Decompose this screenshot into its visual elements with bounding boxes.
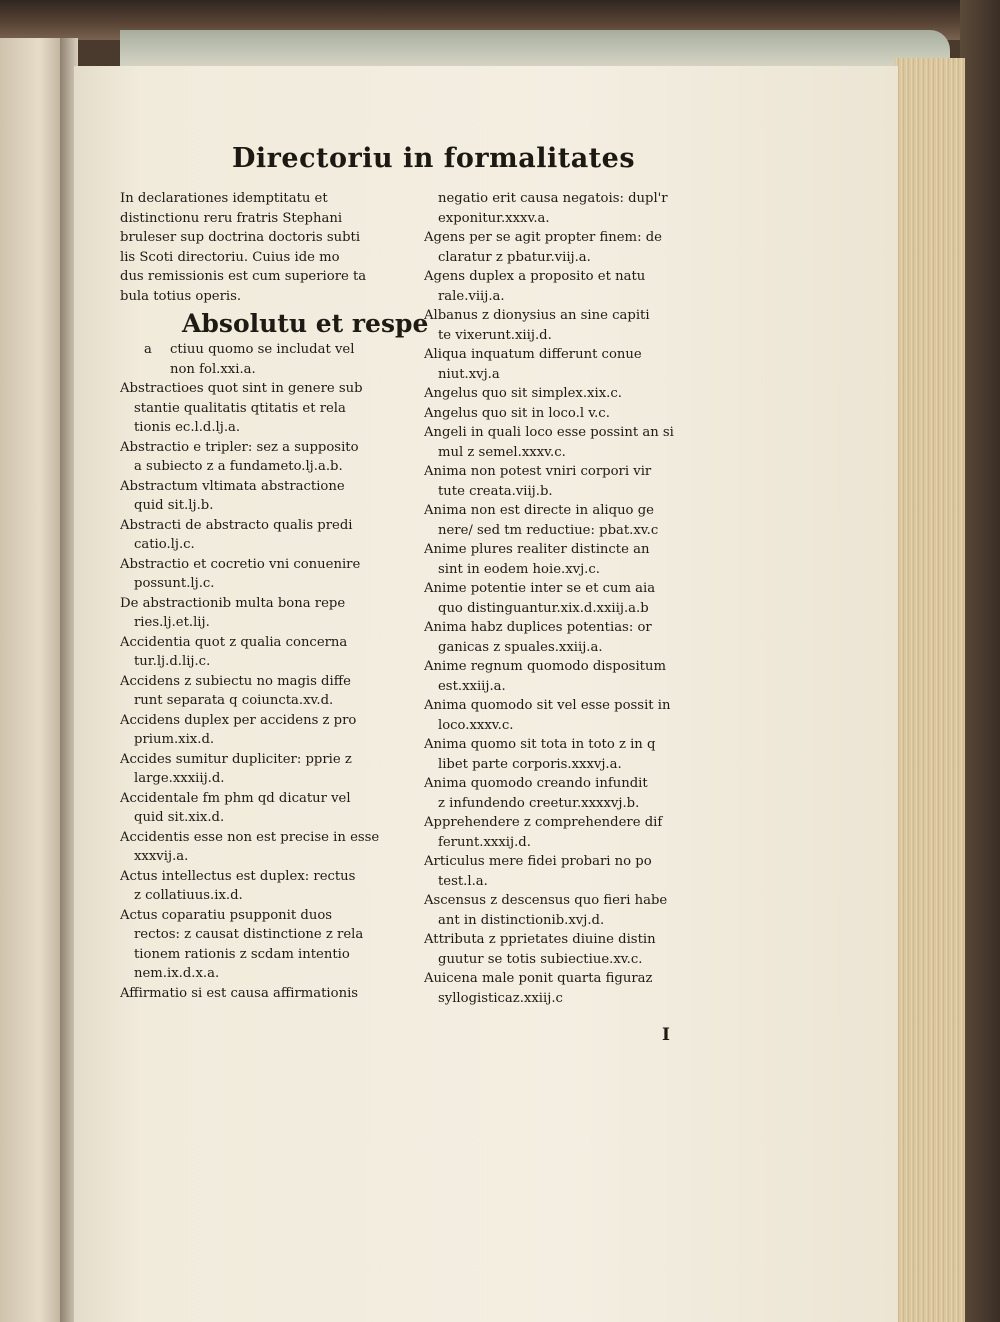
right-column [424, 189, 720, 1008]
index-entry: ant in distinctionib.xvj.d. [438, 912, 605, 928]
index-entry: mul z semel.xxxv.c. [438, 444, 566, 460]
index-entry: Actus intellectus est duplex: rectus [120, 868, 356, 884]
index-entry: possunt.lj.c. [134, 576, 215, 591]
index-entry: Aliqua inquatum differunt conue [424, 347, 642, 362]
index-entry: rale.viij.a. [438, 288, 505, 304]
intro-line: In declarationes idemptitatu et [120, 191, 328, 206]
index-entry: Actus coparatiu psupponit duos [120, 907, 333, 923]
index-entry: Anima quomodo sit vel esse possit in [424, 698, 671, 713]
index-entry: Ascensus z descensus quo fieri habe [424, 893, 668, 908]
index-entry: libet parte corporis.xxxvj.a. [438, 756, 622, 772]
index-entry: Accidens duplex per accidens z pro [120, 712, 357, 728]
index-entry: Anime potentie inter se et cum aia [424, 581, 656, 596]
index-entry: niut.xvj.a [438, 366, 500, 382]
index-entry: Abstractio et cocretio vni conuenire [120, 556, 361, 572]
heading-rest-line: ctiuu quomo se includat vel [170, 342, 355, 357]
index-entry: tionem rationis z scdam intentio [134, 946, 350, 962]
index-entry: a subiecto z a fundameto.lj.a.b. [134, 459, 343, 474]
index-entry: Anima habz duplices potentias: or [424, 620, 652, 635]
index-entry: Anima non est directe in aliquo ge [424, 503, 654, 518]
index-entry: Auicena male ponit quarta figuraz [424, 971, 653, 986]
index-entry: tionis ec.l.d.lj.a. [134, 420, 241, 435]
left-page-edge [0, 38, 66, 1322]
signature-mark: I [662, 1025, 670, 1045]
index-entry: quid sit.xix.d. [134, 810, 225, 825]
index-entry: Accides sumitur dupliciter: pprie z [120, 751, 352, 767]
heading-continuation [120, 340, 412, 360]
index-entry: te vixerunt.xiij.d. [438, 327, 552, 343]
heading-rest-line: non fol.xxi.a. [170, 361, 256, 377]
intro-line: distinctionu reru fratris Stephani [120, 210, 343, 226]
index-entry: nere/ sed tm reductiue: pbat.xv.c [438, 522, 659, 538]
index-entry: Anime regnum quomodo dispositum est.xxiij.a. [424, 659, 666, 694]
index-entry: Albanus z dionysius an sine capiti [424, 308, 650, 323]
index-entry: negatio erit causa negatois: dupl'r [438, 191, 668, 206]
index-entry: z collatiuus.ix.d. [134, 888, 243, 903]
index-entry: rectos: z causat distinctione z rela [134, 927, 364, 942]
index-entry: Abstractum vltimata abstractione [120, 478, 345, 494]
intro-line: bula totius operis. [120, 288, 242, 304]
intro-line: lis Scoti directoriu. Cuius ide mo [120, 249, 340, 265]
index-entry: syllogisticaz.xxiij.c [438, 990, 563, 1006]
index-entry: Agens duplex a proposito et natu [424, 269, 646, 284]
index-entry: Apprehendere z comprehendere dif [424, 815, 663, 830]
index-entry: Accidentale fm phm qd dicatur vel [120, 790, 351, 806]
index-entry: Angelus quo sit simplex.xix.c. [424, 386, 622, 401]
index-entry: runt separata q coiuncta.xv.d. [134, 693, 334, 708]
index-entry: Anima quomodo creando infundit [424, 776, 648, 791]
running-title: Directoriu in formalitates [232, 143, 636, 174]
index-entry: guutur se totis subiectiue.xv.c. [438, 951, 643, 967]
page-fore-edge [895, 58, 965, 1322]
index-entry: ries.lj.et.lij. [134, 615, 210, 630]
index-entry: catio.lj.c. [134, 537, 195, 552]
index-entry: test.l.a. [438, 873, 488, 889]
index-entry: De abstractionib multa bona repe [120, 595, 346, 611]
index-entry: nem.ix.d.x.a. [134, 966, 220, 981]
index-entry: claratur z pbatur.viij.a. [438, 249, 591, 265]
index-entry: Abstractio e tripler: sez a supposito [120, 439, 359, 455]
index-entry: Anima quomo sit tota in toto z in q [424, 737, 656, 752]
index-entry: Anime plures realiter distincte an [424, 542, 650, 557]
index-entry: Angelus quo sit in loco.l v.c. [424, 405, 610, 421]
section-heading: Absolutu et respe [182, 309, 429, 338]
index-entry: ferunt.xxxij.d. [438, 834, 531, 850]
index-entry: exponitur.xxxv.a. [438, 210, 550, 226]
index-entry: stantie qualitatis qtitatis et rela [134, 400, 346, 416]
index-entry: Angeli in quali loco esse possint an si [424, 425, 674, 440]
heading-continuation [120, 360, 412, 380]
index-entry: large.xxxiij.d. [134, 771, 225, 786]
intro-line: dus remissionis est cum superiore ta [120, 269, 367, 284]
book-cover-right [960, 0, 1000, 1322]
index-entry: Abstractioes quot sint in genere sub [120, 381, 363, 396]
index-entry: Accidentia quot z qualia concerna [120, 634, 348, 650]
index-entry: tur.lj.d.lij.c. [134, 654, 211, 669]
index-entry: Accidentis esse non est precise in esse [120, 829, 380, 845]
section-letter: a [144, 342, 152, 357]
index-entry: quo distinguantur.xix.d.xxiij.a.b [438, 600, 649, 616]
index-entry: prium.xix.d. [134, 732, 215, 747]
index-entry: sint in eodem hoie.xvj.c. [438, 561, 600, 577]
index-entry: Accidens z subiectu no magis diffe [120, 673, 351, 689]
index-entry: Abstracti de abstracto qualis predi [120, 517, 353, 533]
index-entry: tute creata.viij.b. [438, 483, 553, 499]
index-entry: Agens per se agit propter finem: de [424, 230, 662, 245]
index-entry: Affirmatio si est causa affirmationis [120, 985, 359, 1001]
index-entry: loco.xxxv.c. [438, 717, 514, 733]
index-entry: xxxvij.a. [134, 849, 189, 864]
intro-line: bruleser sup doctrina doctoris subti [120, 230, 361, 245]
index-entry: z infundendo creetur.xxxxvj.b. [438, 795, 640, 811]
left-column [120, 189, 429, 1003]
index-entry: Articulus mere fidei probari no po [424, 854, 652, 869]
index-entry: ganicas z spuales.xxiij.a. [438, 639, 603, 655]
index-entry: Attributa z pprietates diuine distin [424, 932, 656, 947]
index-entry: quid sit.lj.b. [134, 498, 214, 513]
index-entry: Anima non potest vniri corpori vir [424, 464, 652, 479]
